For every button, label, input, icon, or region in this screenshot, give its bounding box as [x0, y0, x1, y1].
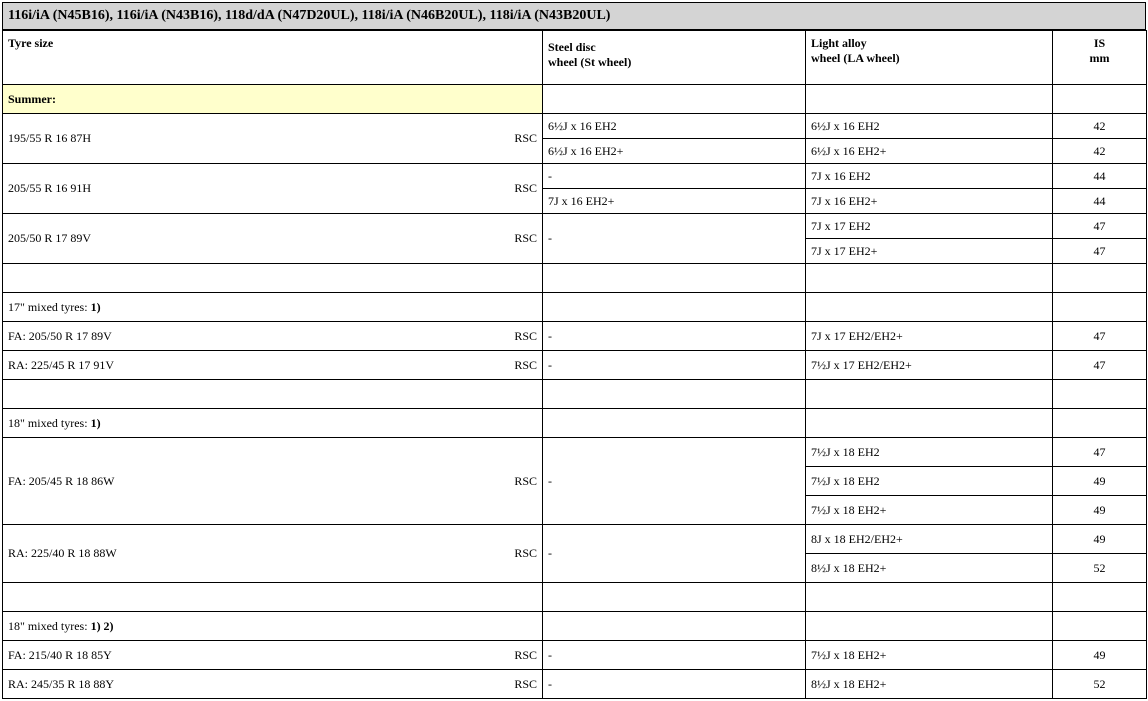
alloy-wheel-cell: 6½J x 16 EH2 — [806, 114, 1053, 139]
tyre-size-cell: 205/50 R 17 89V RSC — [3, 214, 543, 264]
alloy-wheel-cell: 7J x 16 EH2 — [806, 164, 1053, 189]
tyre-wheel-sheet — [2, 2, 1146, 699]
tyre-size-cell: 205/55 R 16 91H RSC — [3, 164, 543, 214]
table-row — [3, 214, 1147, 239]
is-cell: 47 — [1053, 438, 1147, 467]
tyre-size-cell: FA: 215/40 R 18 85Y RSC — [3, 641, 543, 670]
steel-wheel-cell: - — [543, 525, 806, 583]
alloy-wheel-cell: 7J x 16 EH2+ — [806, 189, 1053, 214]
is-cell: 49 — [1053, 641, 1147, 670]
table-row — [3, 164, 1147, 189]
header-tyre-size: Tyre size — [3, 31, 543, 85]
tyre-size-cell: RA: 225/40 R 18 88W RSC — [3, 525, 543, 583]
is-cell: 52 — [1053, 554, 1147, 583]
alloy-wheel-cell: 8½J x 18 EH2+ — [806, 670, 1053, 699]
table-row — [3, 670, 1147, 699]
is-cell: 47 — [1053, 214, 1147, 239]
steel-wheel-cell: - — [543, 322, 806, 351]
alloy-wheel-cell: 7J x 17 EH2+ — [806, 239, 1053, 264]
section-row — [3, 293, 1147, 322]
is-cell: 42 — [1053, 114, 1147, 139]
alloy-wheel-cell: 7½J x 17 EH2/EH2+ — [806, 351, 1053, 380]
table-row — [3, 525, 1147, 554]
alloy-wheel-cell: 8½J x 18 EH2+ — [806, 554, 1053, 583]
section-row — [3, 612, 1147, 641]
is-cell: 49 — [1053, 467, 1147, 496]
steel-wheel-cell: - — [543, 164, 806, 189]
is-cell: 52 — [1053, 670, 1147, 699]
steel-wheel-cell: 7J x 16 EH2+ — [543, 189, 806, 214]
alloy-wheel-cell: 7½J x 18 EH2 — [806, 438, 1053, 467]
steel-wheel-cell: - — [543, 641, 806, 670]
header-steel-wheel: Steel disc wheel (St wheel) — [543, 31, 806, 85]
alloy-wheel-cell: 8J x 18 EH2/EH2+ — [806, 525, 1053, 554]
is-cell: 44 — [1053, 189, 1147, 214]
section-label: 18" mixed tyres: 1) 2) — [3, 612, 543, 641]
table-row — [3, 114, 1147, 139]
section-label: 17" mixed tyres: 1) — [3, 293, 543, 322]
table-row — [3, 351, 1147, 380]
section-label: 18" mixed tyres: 1) — [3, 409, 543, 438]
summer-label: Summer: — [3, 85, 543, 114]
spacer-row — [3, 380, 1147, 409]
steel-wheel-cell: - — [543, 214, 806, 264]
steel-wheel-cell: - — [543, 438, 806, 525]
tyre-size-cell: RA: 245/35 R 18 88Y RSC — [3, 670, 543, 699]
summer-row — [3, 85, 1147, 114]
tyre-wheel-table — [2, 30, 1147, 699]
alloy-wheel-cell: 7½J x 18 EH2+ — [806, 641, 1053, 670]
is-cell: 49 — [1053, 496, 1147, 525]
tyre-size-cell: 195/55 R 16 87H RSC — [3, 114, 543, 164]
steel-wheel-cell: 6½J x 16 EH2 — [543, 114, 806, 139]
is-cell: 47 — [1053, 239, 1147, 264]
steel-wheel-cell: 6½J x 16 EH2+ — [543, 139, 806, 164]
spacer-row — [3, 264, 1147, 293]
section-row — [3, 409, 1147, 438]
tyre-size-cell: FA: 205/50 R 17 89V RSC — [3, 322, 543, 351]
header-is-mm: IS mm — [1053, 31, 1147, 85]
vehicle-models-title: 116i/iA (N45B16), 116i/iA (N43B16), 118d/dA (N47D20UL), 118i/iA (N46B20UL), 118i/iA (N43B20UL) — [2, 2, 1146, 30]
is-cell: 47 — [1053, 322, 1147, 351]
is-cell: 47 — [1053, 351, 1147, 380]
alloy-wheel-cell: 7½J x 18 EH2+ — [806, 496, 1053, 525]
header-alloy-wheel: Light alloy wheel (LA wheel) — [806, 31, 1053, 85]
is-cell: 42 — [1053, 139, 1147, 164]
table-row — [3, 322, 1147, 351]
tyre-size-cell: RA: 225/45 R 17 91V RSC — [3, 351, 543, 380]
steel-wheel-cell: - — [543, 351, 806, 380]
alloy-wheel-cell: 7½J x 18 EH2 — [806, 467, 1053, 496]
alloy-wheel-cell: 7J x 17 EH2 — [806, 214, 1053, 239]
steel-wheel-cell: - — [543, 670, 806, 699]
is-cell: 44 — [1053, 164, 1147, 189]
is-cell: 49 — [1053, 525, 1147, 554]
table-row — [3, 641, 1147, 670]
alloy-wheel-cell: 7J x 17 EH2/EH2+ — [806, 322, 1053, 351]
spacer-row — [3, 583, 1147, 612]
tyre-size-cell: FA: 205/45 R 18 86W RSC — [3, 438, 543, 525]
alloy-wheel-cell: 6½J x 16 EH2+ — [806, 139, 1053, 164]
table-row — [3, 438, 1147, 467]
header-row — [3, 31, 1147, 85]
